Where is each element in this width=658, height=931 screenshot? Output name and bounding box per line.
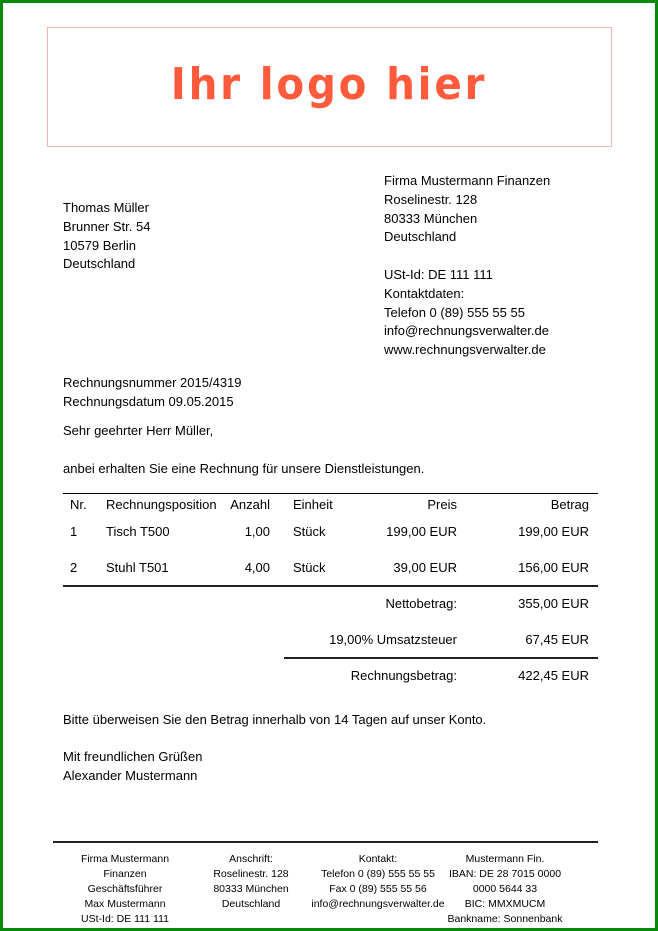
cell-nr: 1 [70, 524, 78, 539]
tax-value: 67,45 EUR [525, 632, 589, 647]
footer-line: Bankname: Sonnenbank [447, 913, 563, 925]
cell-anzahl: 1,00 [244, 524, 270, 539]
cell-nr: 2 [70, 560, 78, 575]
footer-line: Deutschland [221, 898, 281, 910]
payment-note: Bitte überweisen Sie den Betrag innerhalb von 14 Tagen auf unser Konto. [63, 712, 487, 727]
salutation: Mit freundlichen Grüßen [63, 749, 203, 764]
cell-preis: 199,00 EUR [386, 524, 457, 539]
invoice-date: Rechnungsdatum 09.05.2015 [63, 393, 234, 409]
cell-position: Stuhl T501 [106, 560, 169, 575]
sender-street: Roselinestr. 128 [384, 191, 478, 207]
sender-contact-label: Kontaktdaten: [384, 285, 465, 301]
greeting: Sehr geehrter Herr Müller, [63, 423, 214, 438]
footer-email[interactable]: info@rechnungsverwalter.de [311, 898, 445, 910]
signature-block [63, 748, 202, 786]
logo-text: Ihr logo hier [171, 58, 488, 110]
recipient-name: Thomas Müller [63, 200, 149, 215]
cell-einheit: Stück [293, 560, 326, 575]
net-value: 355,00 EUR [518, 596, 589, 611]
cell-preis: 39,00 EUR [393, 560, 457, 575]
header-einheit: Einheit [293, 497, 333, 512]
footer-line: Fax 0 (89) 555 55 56 [329, 883, 427, 895]
footer-line: Max Mustermann [84, 898, 166, 910]
table-top-rule [63, 493, 598, 494]
cell-betrag: 199,00 EUR [518, 524, 589, 539]
table-items-rule [63, 585, 598, 587]
invoice-number: Rechnungsnummer 2015/4319 [63, 375, 242, 390]
spacer [384, 247, 550, 266]
sender-email[interactable]: info@rechnungsverwalter.de [384, 323, 549, 339]
tax-label: 19,00% Umsatzsteuer [329, 632, 457, 647]
sender-country: Deutschland [384, 229, 457, 245]
recipient-country: Deutschland [63, 256, 136, 272]
invoice-meta [63, 374, 242, 412]
total-value: 422,45 EUR [518, 668, 589, 683]
footer-bank [445, 852, 565, 927]
recipient-city: 10579 Berlin [63, 237, 136, 253]
footer-line: 80333 München [213, 883, 289, 895]
sender-website[interactable]: www.rechnungsverwalter.de [384, 342, 546, 358]
cell-position: Tisch T500 [106, 524, 170, 539]
signer-name: Alexander Mustermann [63, 767, 198, 783]
header-anzahl: Anzahl [230, 497, 270, 512]
footer-line: BIC: MMXMUCM [464, 898, 546, 910]
logo-placeholder [47, 27, 612, 147]
recipient-street: Brunner Str. 54 [63, 218, 151, 234]
footer-line: IBAN: DE 28 7015 0000 [448, 868, 562, 880]
header-position: Rechnungsposition [106, 497, 217, 512]
sender-vat-id: USt-Id: DE 111 111 [384, 266, 493, 282]
footer-address [205, 852, 297, 912]
footer-line: Firma Mustermann [80, 853, 170, 865]
cell-einheit: Stück [293, 524, 326, 539]
footer-line: Roselinestr. 128 [213, 868, 289, 880]
total-label: Rechnungsbetrag: [350, 668, 457, 683]
footer-line: Anschrift: [229, 853, 273, 865]
footer-line: 0000 5644 33 [472, 883, 538, 895]
sender-city: 80333 München [384, 210, 478, 226]
recipient-address [63, 199, 150, 274]
cell-anzahl: 4,00 [244, 560, 270, 575]
footer-line: Telefon 0 (89) 555 55 55 [321, 868, 435, 880]
footer-rule [53, 841, 598, 843]
sender-phone: Telefon 0 (89) 555 55 55 [384, 304, 525, 320]
intro-text: anbei erhalten Sie eine Rechnung für unsere Dienstleistungen. [63, 461, 425, 476]
footer-company [65, 852, 185, 927]
sender-block [384, 172, 550, 360]
header-preis: Preis [427, 497, 457, 512]
footer-line: Finanzen [103, 868, 147, 880]
totals-rule [284, 657, 598, 659]
footer-line: Geschäftsführer [87, 883, 163, 895]
footer-contact [306, 852, 450, 912]
footer-line: USt-Id: DE 111 111 [81, 913, 169, 925]
footer-line: Mustermann Fin. [465, 853, 545, 865]
cell-betrag: 156,00 EUR [518, 560, 589, 575]
header-nr: Nr. [70, 497, 87, 512]
footer-line: Kontakt: [358, 853, 398, 865]
sender-company: Firma Mustermann Finanzen [384, 173, 551, 188]
net-label: Nettobetrag: [385, 596, 457, 611]
header-betrag: Betrag [550, 497, 589, 512]
